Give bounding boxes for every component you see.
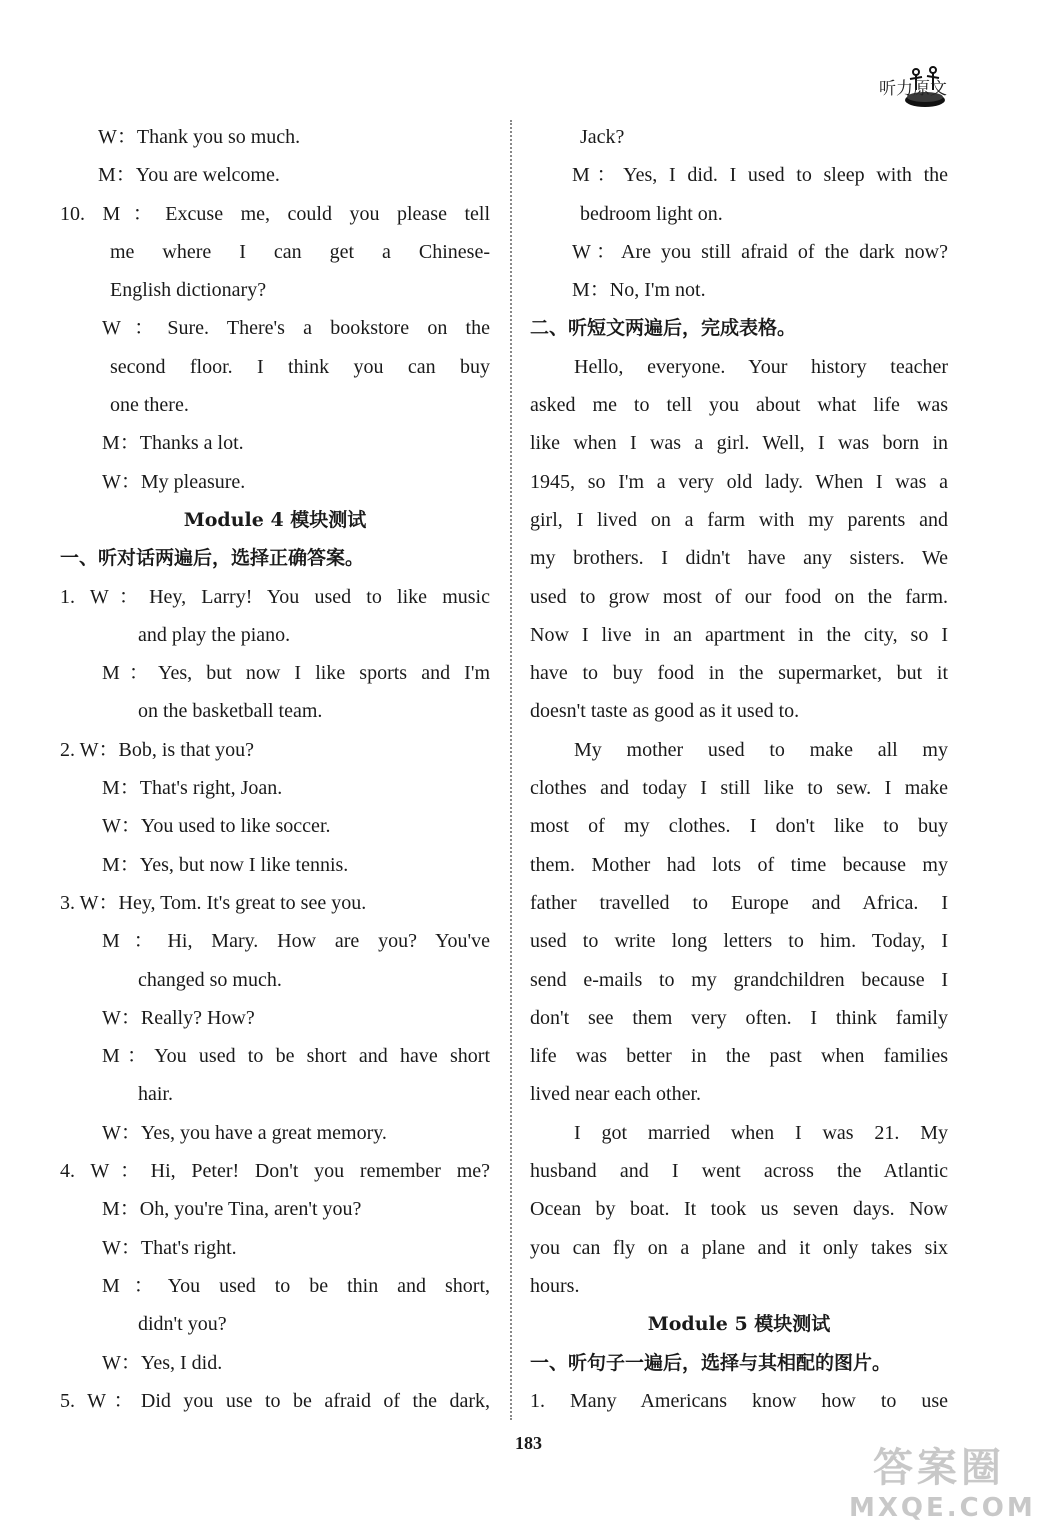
text-line: didn't you?: [138, 1313, 227, 1336]
text-line: used to grow most of our food on the farm.: [530, 585, 948, 608]
text-line: M：Yes, but now I like sports and I'm: [102, 662, 490, 685]
text-line: Now I live in an apartment in the city, so I: [530, 623, 948, 646]
text-line: Jack?: [580, 126, 625, 148]
text-line: hair.: [138, 1083, 173, 1106]
text-line: W：Sure. There's a bookstore on the: [102, 317, 490, 340]
text-line: Hello, everyone. Your history teacher: [574, 355, 948, 378]
watermark-bottom: MXQE.COM: [849, 1493, 1036, 1523]
section-instruction: 一、听对话两遍后，选择正确答案。: [60, 547, 365, 570]
text-line: my brothers. I didn't have any sisters. We: [530, 547, 948, 570]
text-line: used to write long letters to him. Today, I: [530, 930, 948, 953]
text-line: M：You used to be thin and short,: [102, 1274, 490, 1297]
page-number: 183: [515, 1433, 542, 1453]
text-line: father travelled to Europe and Africa. I: [530, 891, 948, 914]
text-line: them. Mother had lots of time because my: [530, 853, 948, 876]
text-line: 10. M：Excuse me, could you please tell: [60, 202, 490, 225]
text-line: girl, I lived on a farm with my parents and: [530, 508, 948, 531]
watermark-logo: [849, 1436, 1036, 1526]
text-line: W：Yes, you have a great memory.: [102, 1121, 387, 1144]
text-line: 1. W：Hey, Larry! You used to like music: [60, 585, 490, 608]
text-line: W：That's right.: [102, 1236, 237, 1259]
text-line: English dictionary?: [110, 279, 267, 302]
section-instruction: 一、听句子一遍后，选择与其相配的图片。: [530, 1351, 892, 1374]
module-heading: Module 5 模块测试: [647, 1313, 831, 1336]
text-line: M：Oh, you're Tina, aren't you?: [102, 1198, 362, 1221]
text-line: W：Are you still afraid of the dark now?: [572, 240, 948, 263]
text-line: husband and I went across the Atlantic: [530, 1160, 948, 1183]
text-line: M：You are welcome.: [98, 164, 280, 187]
text-line: 5. W：Did you use to be afraid of the dark,: [60, 1389, 490, 1412]
text-line: M：Yes, I did. I used to sleep with the: [572, 164, 948, 187]
text-line: doesn't taste as good as it used to.: [530, 700, 800, 723]
text-line: bedroom light on.: [580, 202, 723, 225]
text-line: me where I can get a Chinese-: [110, 240, 490, 263]
section-instruction: 二、听短文两遍后，完成表格。: [530, 317, 797, 340]
text-line: M：Yes, but now I like tennis.: [102, 853, 349, 876]
text-line: M：Thanks a lot.: [102, 432, 244, 455]
text-line: M：That's right, Joan.: [102, 777, 283, 800]
text-line: W：You used to like soccer.: [102, 815, 331, 838]
text-line: second floor. I think you can buy: [110, 355, 490, 378]
text-line: have to buy food in the supermarket, but it: [530, 662, 948, 685]
text-line: 1. Many Americans know how to use: [530, 1389, 948, 1412]
text-line: changed so much.: [138, 968, 282, 991]
text-line: 3. W：Hey, Tom. It's great to see you.: [60, 891, 367, 914]
text-line: 4. W：Hi, Peter! Don't you remember me?: [60, 1160, 490, 1183]
text-line: you can fly on a plane and it only takes six: [530, 1236, 948, 1259]
module-heading: Module 4 模块测试: [183, 508, 367, 531]
left-column: [60, 118, 490, 1420]
text-line: 2. W：Bob, is that you?: [60, 738, 255, 761]
text-line: hours.: [530, 1274, 580, 1297]
text-line: W：Thank you so much.: [98, 126, 301, 148]
text-line: W：My pleasure.: [102, 470, 246, 493]
text-line: M：You used to be short and have short: [102, 1045, 490, 1068]
text-line: lived near each other.: [530, 1083, 702, 1106]
right-column: [530, 118, 948, 1420]
text-line: most of my clothes. I don't like to buy: [530, 815, 948, 838]
text-line: clothes and today I still like to sew. I make: [530, 777, 948, 800]
text-line: on the basketball team.: [138, 700, 323, 723]
text-line: M：No, I'm not.: [572, 279, 706, 302]
watermark-top: 答案圈: [873, 1445, 1005, 1491]
text-line: I got married when I was 21. My: [574, 1121, 948, 1144]
text-line: W：Yes, I did.: [102, 1351, 223, 1374]
column-divider: [510, 120, 512, 1420]
page-header-label: 听力原文: [879, 79, 947, 99]
text-line: like when I was a girl. Well, I was born in: [530, 432, 948, 455]
text-line: M：Hi, Mary. How are you? You've: [102, 930, 490, 953]
text-line: asked me to tell you about what life was: [530, 394, 948, 417]
text-line: Ocean by boat. It took us seven days. Now: [530, 1198, 948, 1221]
text-line: W：Really? How?: [102, 1006, 255, 1029]
text-line: and play the piano.: [138, 623, 291, 646]
text-line: My mother used to make all my: [574, 738, 948, 761]
text-line: send e-mails to my grandchildren because I: [530, 968, 948, 991]
text-line: don't see them very often. I think family: [530, 1006, 948, 1029]
text-line: one there.: [110, 394, 189, 417]
text-line: life was better in the past when families: [530, 1045, 948, 1068]
text-line: 1945, so I'm a very old lady. When I was a: [530, 470, 948, 493]
